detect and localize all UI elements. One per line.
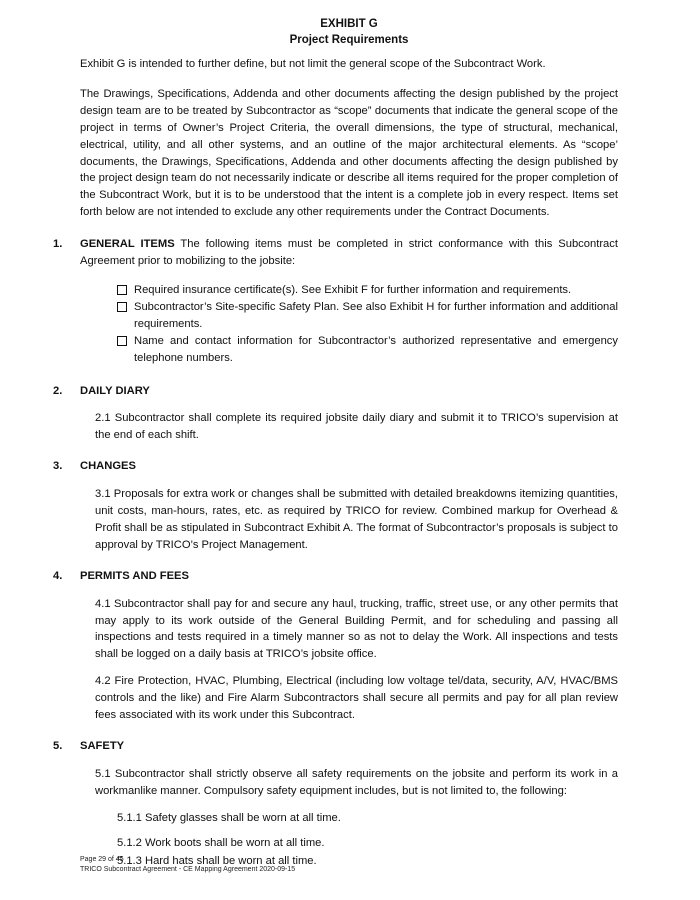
section-number: 3. bbox=[53, 460, 63, 473]
checklist-item bbox=[117, 333, 618, 367]
list-item: 5.1.1 Safety glasses shall be worn at all time. bbox=[117, 811, 341, 824]
section-intro-text: The following items must be completed in strict conformance with this Subcontract Agreement prior to mobilizing to the jobsite: bbox=[80, 238, 618, 268]
section-title: DAILY DIARY bbox=[80, 384, 150, 397]
section-title: CHANGES bbox=[80, 460, 136, 473]
section-number: 4. bbox=[53, 569, 63, 582]
exhibit-subtitle: Project Requirements bbox=[289, 34, 409, 46]
section-changes bbox=[53, 458, 618, 475]
section-safety bbox=[53, 738, 618, 755]
exhibit-title: EXHIBIT G bbox=[320, 18, 378, 30]
clause-2-1: 2.1 Subcontractor shall complete its required jobsite daily diary and submit it to TRICO’s supervision at the end of each shift. bbox=[95, 412, 618, 442]
checkbox-icon bbox=[117, 336, 127, 346]
list-item: 5.1.2 Work boots shall be worn at all time. bbox=[117, 836, 325, 849]
section-daily-diary bbox=[53, 383, 618, 400]
clause-5-1: 5.1 Subcontractor shall strictly observe all safety requirements on the jobsite and perform its work in a workmanlike manner. Compulsory safety equipment includes, but is not limited to, the following: bbox=[95, 767, 618, 797]
checklist-item-label: Name and contact information for Subcontractor’s authorized representative and emergency telephone numbers. bbox=[134, 334, 618, 364]
section-title: GENERAL ITEMS bbox=[80, 238, 175, 251]
intro-paragraph-2: The Drawings, Specifications, Addenda and other documents affecting the design published by the project design team are to be treated by Subcontractor as “scope” documents that indicate the general scope of the project in terms of Owner’s Project Criteria, the overall dimensions, the type of structural, mechanical, electrical, utility, and all other systems, and an outline of the major architectural elements. As “scope’ documents, the Drawings, Specifications, Addenda and other documents affecting the design published by the project design team do not necessarily indicate or describe all items required for the proper completion of the Subcontract Work, but it is to be understood that the intent is a complete job in every respect. Items set forth below are not intended to exclude any other requirements under the Contract Documents. bbox=[80, 87, 618, 219]
clause-4-2: 4.2 Fire Protection, HVAC, Plumbing, Electrical (including low voltage tel/data, security, A/V, HVAC/BMS controls and the like) and Fire Alarm Subcontractors shall secure all permits and pay for all plan review fees associated with its work under this Subcontract. bbox=[95, 675, 618, 722]
checklist-item bbox=[117, 299, 618, 333]
checkbox-icon bbox=[117, 285, 127, 295]
section-general-items bbox=[53, 236, 618, 270]
page-footer bbox=[80, 855, 295, 875]
intro-paragraph-1: Exhibit G is intended to further define, but not limit the general scope of the Subcontract Work. bbox=[80, 58, 546, 70]
section-title: PERMITS AND FEES bbox=[80, 569, 189, 582]
prerequisite-checklist bbox=[117, 282, 618, 367]
page-number: Page 29 of 45 bbox=[80, 856, 124, 863]
section-number: 1. bbox=[53, 238, 63, 251]
page-content bbox=[53, 16, 618, 869]
clause-4-1: 4.1 Subcontractor shall pay for and secure any haul, trucking, traffic, street use, or any other permits that may apply to its work outside of the General Building Permit, and for scheduling and passing all inspections and tests required in a timely manner so as not to delay the Work. All inspections and tests shall be logged on a daily basis at TRICO’s jobsite office. bbox=[95, 597, 618, 661]
checklist-item bbox=[117, 282, 618, 299]
section-number: 5. bbox=[53, 740, 63, 752]
clause-3-1: 3.1 Proposals for extra work or changes shall be submitted with detailed breakdowns itemizing quantities, unit costs, man-hours, rates, etc. as required by TRICO for review. Combined markup for Overhead & Profit shall be as stipulated in Subcontract Exhibit A. The format of Subcontractor’s proposals is subject to approval by TRICO’s Project Management. bbox=[95, 488, 618, 551]
document-reference: TRICO Subcontract Agreement - CE Mapping Agreement 2020-09-15 bbox=[80, 866, 296, 873]
section-title: SAFETY bbox=[80, 740, 125, 752]
checklist-item-label: Required insurance certificate(s). See Exhibit F for further information and requirements. bbox=[134, 283, 572, 296]
checkbox-icon bbox=[117, 302, 127, 312]
section-number: 2. bbox=[53, 384, 63, 397]
checklist-item-label: Subcontractor’s Site-specific Safety Plan. See also Exhibit H for further information and additional requirements. bbox=[134, 300, 618, 330]
section-permits-and-fees bbox=[53, 568, 618, 585]
list-item: 5.1.3 Hard hats shall be worn at all time. bbox=[117, 854, 317, 867]
